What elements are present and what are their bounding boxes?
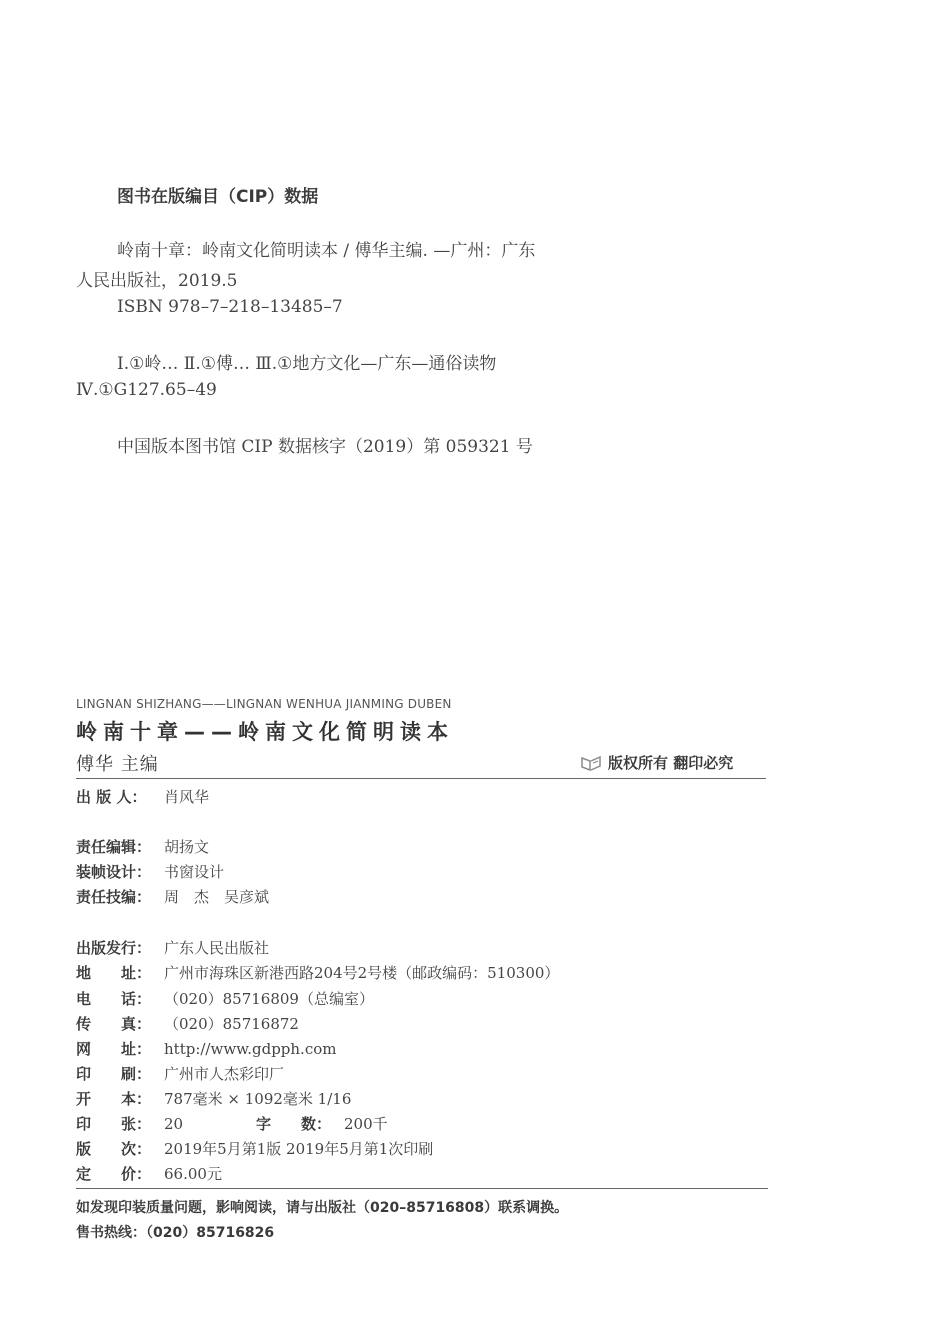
- book-title: 岭南十章——岭南文化简明读本: [76, 720, 454, 744]
- pub-label: 开 本：: [76, 1090, 152, 1108]
- word-count-label: 字 数：: [256, 1115, 332, 1133]
- pub-label: 印 张：: [76, 1115, 152, 1133]
- book-editor: 傅华 主编: [76, 754, 159, 775]
- cip-class-number: Ⅳ.①G127.65–49: [76, 380, 217, 400]
- pub-row: [76, 1038, 336, 1059]
- pub-value: 广东人民出版社: [164, 939, 270, 957]
- pub-row: [76, 937, 269, 958]
- credit-label: 装帧设计：: [76, 863, 152, 881]
- pub-row: [76, 1088, 351, 1109]
- pub-label: 印 刷：: [76, 1065, 152, 1083]
- pub-value: （020）85716809（总编室）: [164, 990, 374, 1008]
- pub-value: （020）85716872: [164, 1015, 299, 1033]
- credit-value: 胡扬文: [164, 838, 210, 856]
- pub-label: 出版发行：: [76, 939, 152, 957]
- cip-line-2: 人民出版社，2019.5: [76, 271, 238, 291]
- pub-row: [76, 1113, 388, 1134]
- credit-value: 周 杰 吴彦斌: [164, 888, 270, 906]
- copyright-notice: [580, 752, 733, 773]
- pub-value: 787毫米 × 1092毫米 1/16: [164, 1090, 352, 1108]
- pub-value: 20: [164, 1115, 184, 1133]
- pub-row: [76, 988, 374, 1009]
- credit-row: [76, 836, 209, 857]
- credit-label: 出 版 人：: [76, 788, 147, 806]
- credit-row: [76, 861, 224, 882]
- cip-line-1: 岭南十章：岭南文化简明读本 / 傅华主编. —广州：广东: [117, 241, 536, 261]
- word-count-value: 200千: [344, 1115, 388, 1133]
- cip-heading: 图书在版编目（CIP）数据: [117, 187, 319, 207]
- pub-label: 传 真：: [76, 1015, 152, 1033]
- pub-row: [76, 1163, 222, 1184]
- header-rule: [76, 778, 766, 779]
- quality-notice: 如发现印装质量问题，影响阅读，请与出版社（020–85716808）联系调换。: [76, 1200, 569, 1216]
- pub-value: 2019年5月第1版 2019年5月第1次印刷: [164, 1140, 434, 1158]
- pub-label: 定 价：: [76, 1165, 152, 1183]
- pub-value: 广州市海珠区新港西路204号2号楼（邮政编码：510300）: [164, 964, 560, 982]
- pub-row: [76, 1013, 299, 1034]
- cip-record-number: 中国版本图书馆 CIP 数据核字（2019）第 059321 号: [117, 437, 533, 457]
- credit-value: 书窗设计: [164, 863, 225, 881]
- pub-label: 地 址：: [76, 964, 152, 982]
- credit-value: 肖风华: [164, 788, 210, 806]
- footer-rule: [76, 1188, 768, 1189]
- book-title-pinyin: LINGNAN SHIZHANG——LINGNAN WENHUA JIANMING DUBEN: [76, 697, 452, 711]
- pub-label: 版 次：: [76, 1140, 152, 1158]
- pub-row: [76, 1063, 284, 1084]
- pub-label: 网 址：: [76, 1040, 152, 1058]
- credit-label: 责任技编：: [76, 888, 152, 906]
- pub-label: 电 话：: [76, 990, 152, 1008]
- credit-label: 责任编辑：: [76, 838, 152, 856]
- website-link: http://www.gdpph.com: [164, 1040, 337, 1058]
- copyright-text: 版权所有 翻印必究: [608, 754, 734, 772]
- book-logo-icon: [580, 754, 602, 772]
- pub-value: 广州市人杰彩印厂: [164, 1065, 285, 1083]
- cip-classification: Ⅰ.①岭… Ⅱ.①傅… Ⅲ.①地方文化—广东—通俗读物: [117, 354, 497, 374]
- price-value: 66.00元: [164, 1165, 222, 1183]
- sales-hotline: 售书热线：（020）85716826: [76, 1225, 275, 1241]
- credit-row: [76, 786, 209, 807]
- pub-row: [76, 1138, 433, 1159]
- pub-row: [76, 962, 559, 983]
- cip-isbn: ISBN 978–7–218–13485–7: [117, 297, 343, 317]
- credit-row: [76, 886, 269, 907]
